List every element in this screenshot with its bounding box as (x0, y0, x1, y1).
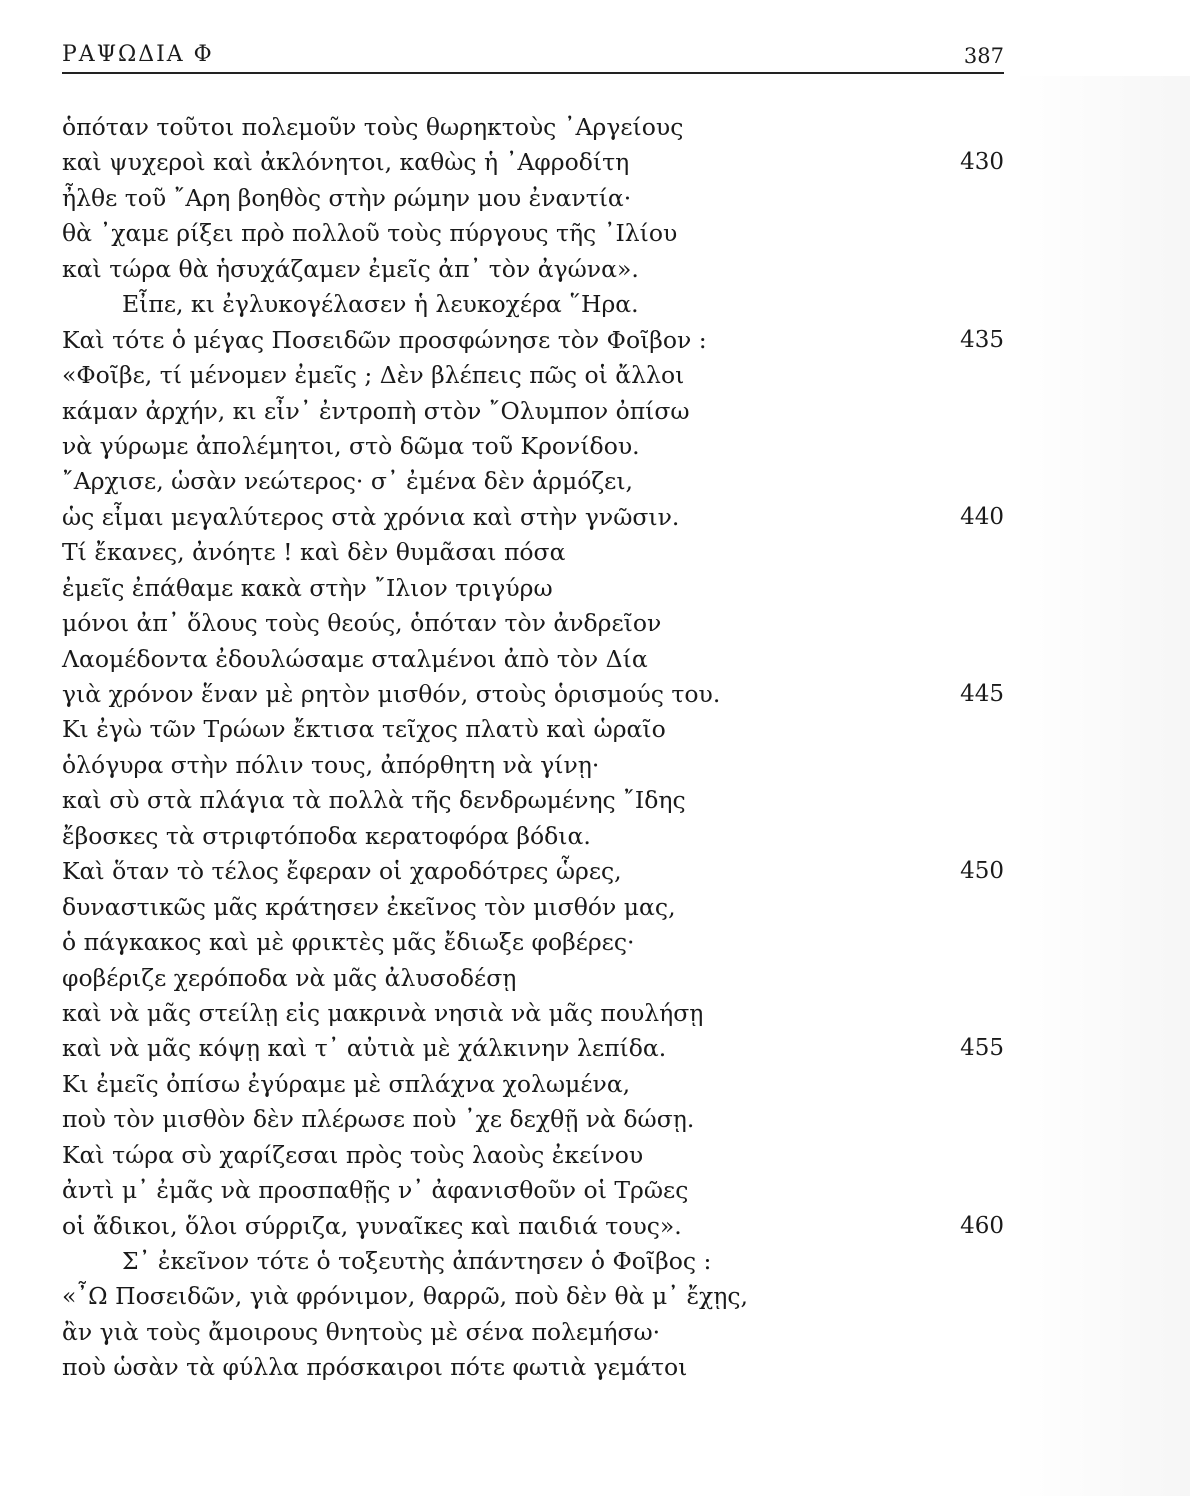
verse-line (62, 1350, 1004, 1385)
verse-line (62, 996, 1004, 1031)
verse-text: ποὺ τὸν μισθὸν δὲν πλέρωσε ποὺ ᾿χε δεχθῇ νὰ δώσῃ. (62, 1105, 695, 1134)
verse-line (62, 642, 1004, 677)
verse-line (62, 925, 1004, 960)
verse-text: ἔβοσκες τὰ στριφτόποδα κερατοφόρα βόδια. (62, 821, 591, 850)
verse-text: ῎Αρχισε, ὡσὰν νεώτερος· σ᾿ ἐμένα δὲν ἁρμόζει, (62, 467, 633, 496)
verse-line (62, 464, 1004, 499)
line-number: 435 (960, 326, 1004, 353)
verse-line (62, 181, 1004, 216)
verse-text: ἂν γιὰ τοὺς ἄμοιρους θνητοὺς μὲ σένα πολεμήσω· (62, 1317, 661, 1346)
verse-text: φοβέριζε χερόποδα νὰ μᾶς ἀλυσοδέσῃ (62, 963, 517, 992)
verse-line (62, 252, 1004, 287)
verse-text: «῏Ω Ποσειδῶν, γιὰ φρόνιμον, θαρρῶ, ποὺ δὲν θὰ μ᾿ ἔχῃς, (62, 1282, 749, 1311)
verse-line (62, 323, 1004, 358)
verse-text: ὁλόγυρα στὴν πόλιν τους, ἀπόρθητη νὰ γίνῃ· (62, 750, 600, 779)
verse-text: καὶ σὺ στὰ πλάγια τὰ πολλὰ τῆς δενδρωμένης ῎Ιδης (62, 786, 686, 815)
verse-line (62, 145, 1004, 180)
verse-text: οἱ ἄδικοι, ὅλοι σύρριζα, γυναῖκες καὶ παιδιά τους». (62, 1211, 682, 1240)
verse-line (62, 1102, 1004, 1137)
verse-text: ποὺ ὡσὰν τὰ φύλλα πρόσκαιροι πότε φωτιὰ γεμάτοι (62, 1353, 688, 1382)
verse-text: καὶ νὰ μᾶς κόψῃ καὶ τ᾿ αὐτιὰ μὲ χάλκινην λεπίδα. (62, 1034, 667, 1063)
verse-line (62, 571, 1004, 606)
verse-text: «Φοῖβε, τί μένομεν ἐμεῖς ; Δὲν βλέπεις πῶς οἱ ἄλλοι (62, 361, 685, 390)
verse-text: ὁ πάγκακος καὶ μὲ φρικτὲς μᾶς ἔδιωξε φοβέρες· (62, 928, 635, 957)
verse-line (62, 854, 1004, 889)
verse-line (62, 1315, 1004, 1350)
verse-text: δυναστικῶς μᾶς κράτησεν ἐκεῖνος τὸν μισθόν μας, (62, 892, 676, 921)
verse-text: Τί ἔκανες, ἀνόητε ! καὶ δὲν θυμᾶσαι πόσα (62, 538, 566, 567)
verse-text: Λαομέδοντα ἐδουλώσαμε σταλμένοι ἀπὸ τὸν Δία (62, 644, 648, 673)
verse-text: νὰ γύρωμε ἀπολέμητοι, στὸ δῶμα τοῦ Κρονίδου. (62, 431, 640, 460)
verse-line (62, 1138, 1004, 1173)
verse-text: Κι ἐμεῖς ὀπίσω ἐγύραμε μὲ σπλάχνα χολωμένα, (62, 1069, 631, 1098)
verse-line (62, 1244, 1004, 1279)
verse-line (62, 1067, 1004, 1102)
verse-line (62, 783, 1004, 818)
verse-text: Κι ἐγὼ τῶν Τρώων ἔκτισα τεῖχος πλατὺ καὶ ὡραῖο (62, 715, 666, 744)
verse-text: ἐμεῖς ἐπάθαμε κακὰ στὴν ῎Ιλιον τριγύρω (62, 573, 553, 602)
line-number: 450 (960, 858, 1004, 885)
verse-text: Σ᾿ ἐκεῖνον τότε ὁ τοξευτὴς ἀπάντησεν ὁ Φοῖβος : (122, 1247, 712, 1275)
line-number: 430 (960, 149, 1004, 176)
verse-lines (62, 110, 1004, 1386)
verse-line (62, 287, 1004, 322)
verse-text: καὶ ψυχεροὶ καὶ ἀκλόνητοι, καθὼς ἡ ᾿Αφροδίτη (62, 148, 630, 177)
verse-text: θὰ ᾿χαμε ρίξει πρὸ πολλοῦ τοὺς πύργους τῆς ᾿Ιλίου (62, 219, 678, 248)
verse-line (62, 819, 1004, 854)
verse-line (62, 712, 1004, 747)
verse-line (62, 677, 1004, 712)
line-number: 445 (960, 681, 1004, 707)
verse-line (62, 1031, 1004, 1066)
verse-text: καὶ νὰ μᾶς στείλῃ εἰς μακρινὰ νησιὰ νὰ μᾶς πουλήσῃ (62, 998, 704, 1027)
verse-line (62, 1173, 1004, 1208)
line-number: 460 (960, 1212, 1004, 1239)
line-number: 455 (960, 1035, 1004, 1062)
verse-line (62, 748, 1004, 783)
verse-text: ὡς εἶμαι μεγαλύτερος στὰ χρόνια καὶ στὴν γνῶσιν. (62, 502, 680, 531)
verse-text: Καὶ ὅταν τὸ τέλος ἔφεραν οἱ χαροδότρες ὧρες, (62, 857, 622, 886)
verse-line (62, 358, 1004, 393)
page-number: 387 (963, 44, 1004, 68)
verse-line (62, 216, 1004, 251)
verse-line (62, 535, 1004, 570)
verse-text: καὶ τώρα θὰ ἡσυχάζαμεν ἐμεῖς ἀπ᾿ τὸν ἀγώνα». (62, 254, 639, 283)
page-header-title: ΡΑΨΩΔΙΑ Φ (62, 42, 214, 67)
verse-text: ὁπόταν τοῦτοι πολεμοῦν τοὺς θωρηκτοὺς ᾿Αργείους (62, 113, 684, 141)
verse-text: Καὶ τώρα σὺ χαρίζεσαι πρὸς τοὺς λαοὺς ἐκείνου (62, 1140, 644, 1169)
header-rule (62, 72, 1004, 74)
verse-line (62, 1209, 1004, 1244)
line-number: 440 (960, 503, 1004, 530)
verse-text: ἦλθε τοῦ ῎Αρη βοηθὸς στὴν ρώμην μου ἐναντία· (62, 183, 632, 212)
verse-line (62, 890, 1004, 925)
verse-line (62, 500, 1004, 535)
verse-line (62, 429, 1004, 464)
verse-line (62, 1279, 1004, 1314)
verse-text: μόνοι ἀπ᾿ ὅλους τοὺς θεούς, ὁπόταν τὸν ἀνδρεῖον (62, 609, 662, 638)
verse-line (62, 394, 1004, 429)
verse-line (62, 961, 1004, 996)
verse-text: Καὶ τότε ὁ μέγας Ποσειδῶν προσφώνησε τὸν Φοῖβον : (62, 325, 707, 354)
verse-text: Εἶπε, κι ἐγλυκογέλασεν ἡ λευκοχέρα ῞Ηρα. (122, 290, 639, 319)
facing-page-bleed (1010, 76, 1190, 1496)
verse-line (62, 606, 1004, 641)
verse-text: ἀντὶ μ᾿ ἐμᾶς νὰ προσπαθῇς ν᾿ ἀφανισθοῦν οἱ Τρῶες (62, 1176, 689, 1205)
verse-text: γιὰ χρόνον ἕναν μὲ ρητὸν μισθόν, στοὺς ὁρισμούς του. (62, 680, 721, 708)
verse-line (62, 110, 1004, 145)
verse-text: κάμαν ἀρχήν, κι εἶν᾿ ἐντροπὴ στὸν ῎Ολυμπον ὀπίσω (62, 396, 690, 425)
